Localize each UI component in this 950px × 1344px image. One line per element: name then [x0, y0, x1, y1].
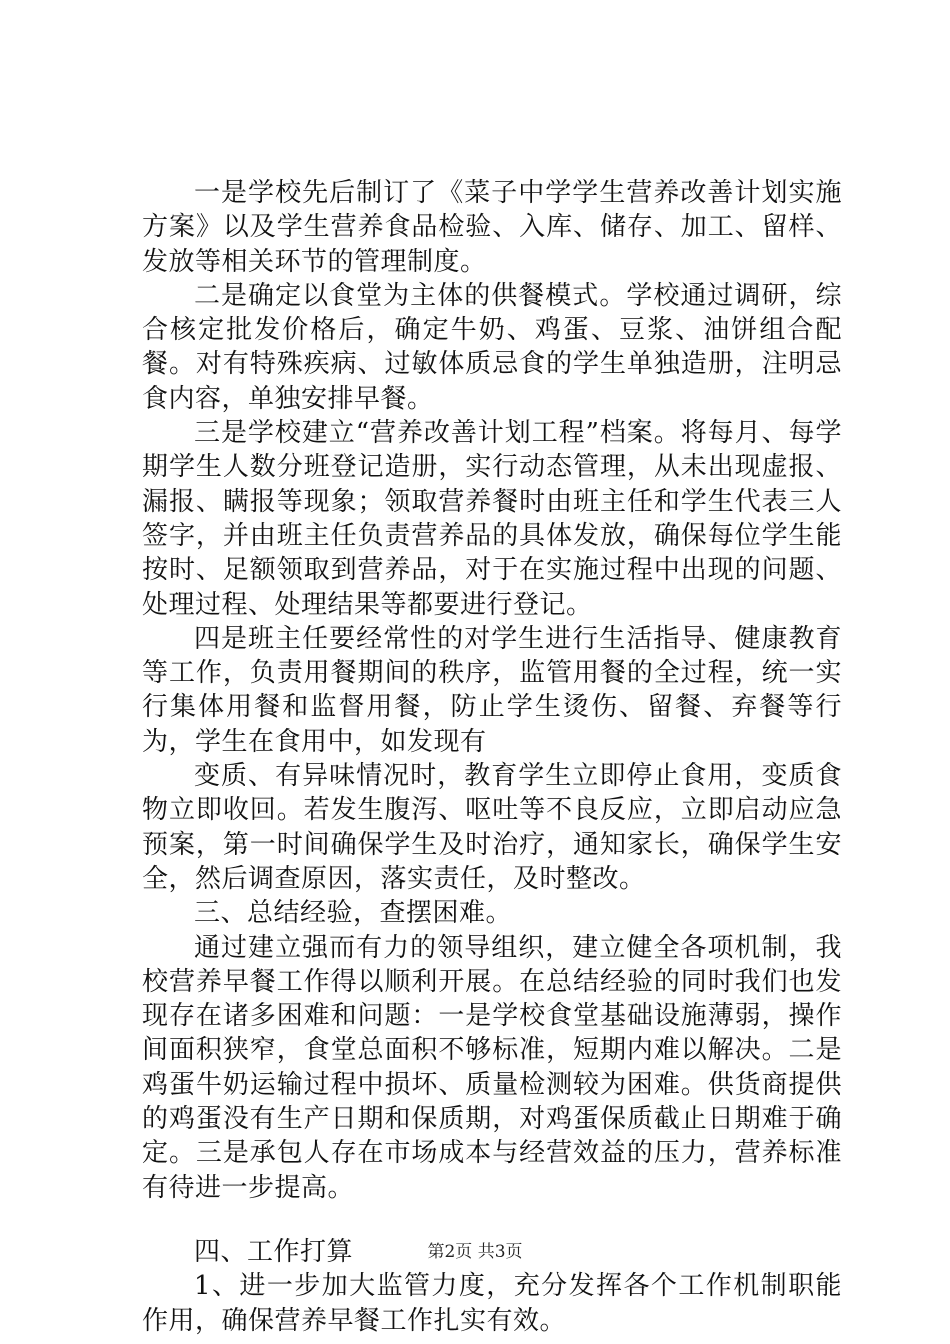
paragraph-spacer [142, 1205, 842, 1235]
paragraph-plan-formulation: 一是学校先后制订了《菜子中学学生营养改善计划实施方案》以及学生营养食品检验、入库、储存、加工、留样、发放等相关环节的管理制度。 [142, 178, 842, 277]
paragraph-plan-item-1: 1、进一步加大监管力度，充分发挥各个工作机制职能作用，确保营养早餐工作扎实有效。 [142, 1271, 842, 1336]
paragraph-supply-model: 二是确定以食堂为主体的供餐模式。学校通过调研，综合核定批发价格后，确定牛奶、鸡蛋、豆浆、油饼组合配餐。对有特殊疾病、过敏体质忌食的学生单独造册，注明忌食内容，单独安排早餐。 [142, 280, 842, 414]
section-heading-summary: 三、总结经验，查摆困难。 [194, 898, 513, 929]
paragraph-emergency: 变质、有异味情况时，教育学生立即停止食用，变质食物立即收回。若发生腹泻、呕吐等不良反应，立即启动应急预案，第一时间确保学生及时治疗，通知家长，确保学生安全，然后调查原因，落实责任，及时整改。 [142, 761, 842, 894]
section-heading-plans: 四、工作打算 [194, 1236, 354, 1267]
paragraph-archive: 三是学校建立“营养改善计划工程”档案。将每月、每学期学生人数分班登记造册，实行动态管理，从未出现虚报、漏报、瞒报等现象；领取营养餐时由班主任和学生代表三人签字，并由班主任负责营养品的具体发放，确保每位学生能按时、足额领取到营养品，对于在实施过程中出现的问题、处理过程、处理结果等都要进行登记。 [142, 418, 842, 620]
document-body [142, 176, 842, 1338]
paragraph-class-teacher: 四是班主任要经常性的对学生进行生活指导、健康教育等工作，负责用餐期间的秩序，监管用餐的全过程，统一实行集体用餐和监督用餐，防止学生烫伤、留餐、弃餐等行为，学生在食用中，如发现有 [142, 623, 842, 757]
paragraph-difficulties: 通过建立强而有力的领导组织，建立健全各项机制，我校营养早餐工作得以顺利开展。在总结经验的同时我们也发现存在诸多困难和问题：一是学校食堂基础设施薄弱，操作间面积狭窄，食堂总面积不够标准，短期内难以解决。二是鸡蛋牛奶运输过程中损坏、质量检测较为困难。供货商提供的鸡蛋没有生产日期和保质期，对鸡蛋保质截止日期难于确定。三是承包人存在市场成本与经营效益的压力，营养标准有待进一步提高。 [142, 932, 842, 1203]
page-number-footer: 第2页 共3页 [427, 1242, 523, 1262]
